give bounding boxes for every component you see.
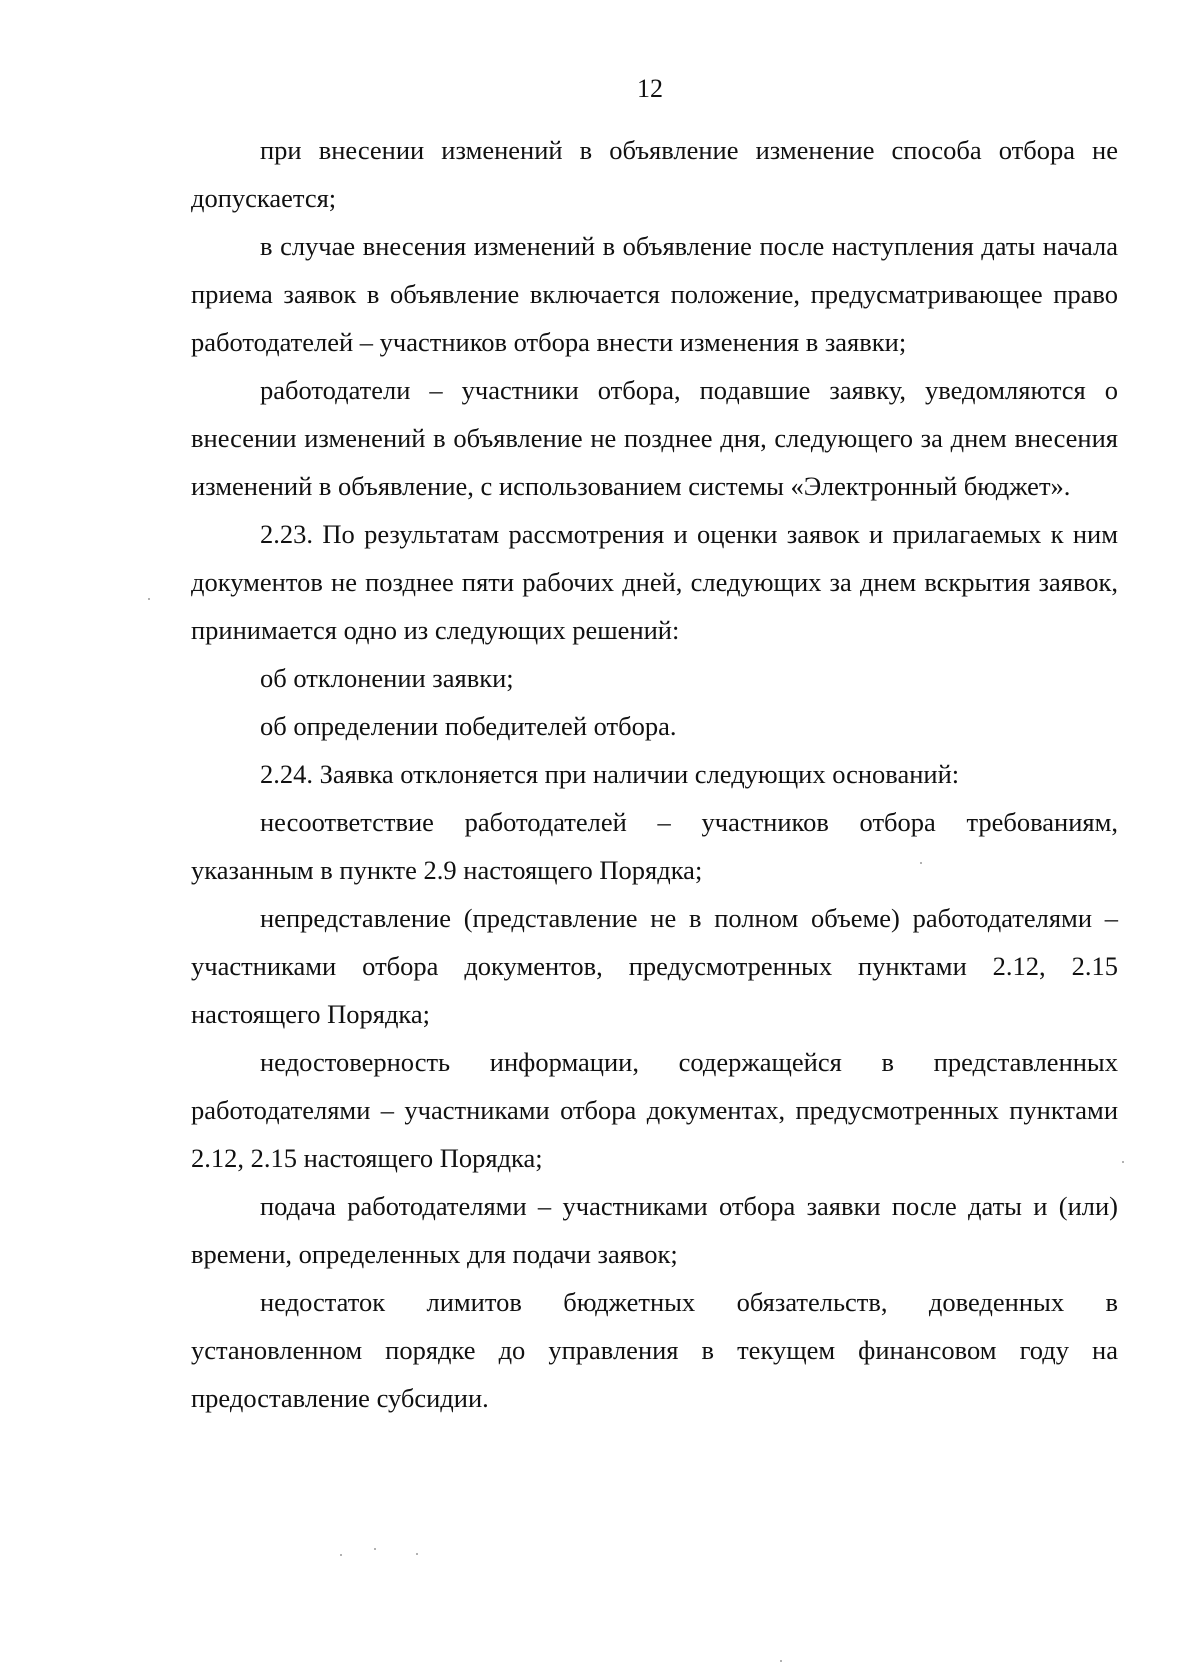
list-item: об отклонении заявки;	[260, 663, 514, 693]
section-2-24-paragraph: 2.24. Заявка отклоняется при наличии следующих оснований:	[260, 759, 960, 789]
scan-speck	[1122, 1161, 1124, 1163]
scan-speck	[780, 1660, 782, 1662]
scan-speck	[340, 1554, 342, 1556]
scan-speck	[374, 1548, 376, 1550]
list-item: несоответствие работодателей – участников отбора требованиям, указанным в пункте 2.9 настоящего Порядка;	[191, 807, 1118, 885]
document-body	[191, 126, 1118, 1422]
scan-speck	[416, 1553, 418, 1555]
scan-speck	[148, 598, 150, 600]
paragraph: при внесении изменений в объявление изменение способа отбора не допускается;	[191, 135, 1118, 213]
page-number: 12	[637, 74, 663, 103]
paragraph: в случае внесения изменений в объявление после наступления даты начала приема заявок в объявление включается положение, предусматривающее право работодателей – участников отбора внести изменения в заявки;	[191, 231, 1118, 357]
paragraph: работодатели – участники отбора, подавшие заявку, уведомляются о внесении изменений в объявление не позднее дня, следующего за днем внесения изменений в объявление, с использованием системы «Электронный бюджет».	[191, 375, 1118, 501]
list-item: недостоверность информации, содержащейся в представленных работодателями – участниками отбора документах, предусмотренных пунктами 2.12, 2.15 настоящего Порядка;	[191, 1047, 1118, 1173]
list-item: об определении победителей отбора.	[260, 711, 677, 741]
list-item: непредставление (представление не в полном объеме) работодателями – участниками отбора документов, предусмотренных пунктами 2.12, 2.15 настоящего Порядка;	[191, 903, 1118, 1029]
section-2-23-paragraph: 2.23. По результатам рассмотрения и оценки заявок и прилагаемых к ним документов не позднее пяти рабочих дней, следующих за днем вскрытия заявок, принимается одно из следующих решений:	[191, 519, 1118, 645]
list-item: недостаток лимитов бюджетных обязательств, доведенных в установленном порядке до управления в текущем финансовом году на предоставление субсидии.	[191, 1287, 1118, 1413]
scan-speck	[920, 862, 922, 864]
list-item: подача работодателями – участниками отбора заявки после даты и (или) времени, определенных для подачи заявок;	[191, 1191, 1118, 1269]
